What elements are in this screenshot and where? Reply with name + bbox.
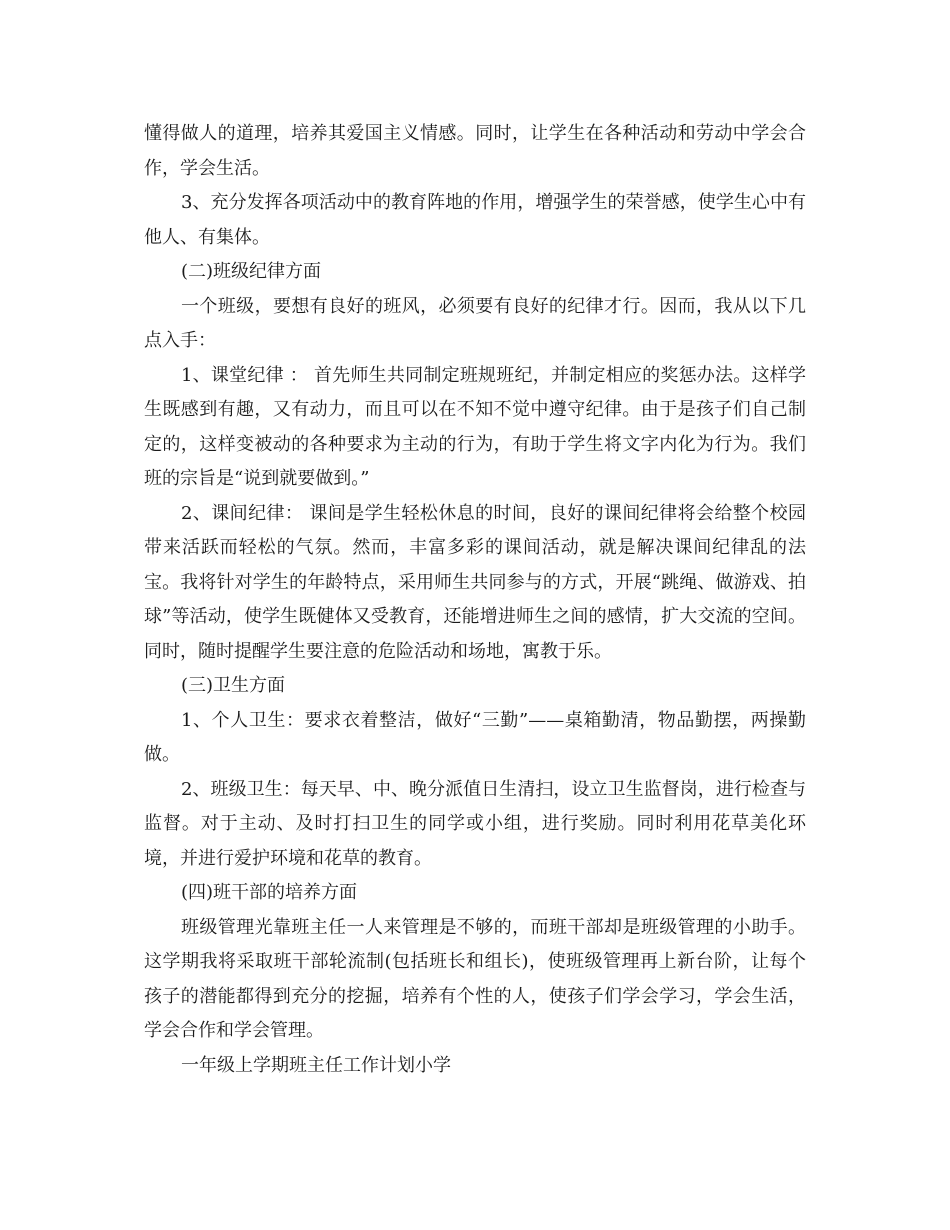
document-body <box>144 117 806 1083</box>
paragraph: 一年级上学期班主任工作计划小学 <box>181 1054 451 1076</box>
paragraph: 班级管理光靠班主任一人来管理是不够的，而班干部却是班级管理的小助手。这学期我将采取班干部轮流制(包括班长和组长)，使班级管理再上新台阶，让每个孩子的潜能都得到充分的挖掘，培养有个性的人，使孩子们学会学习，学会生活，学会合作和学会管理。 <box>144 916 806 1041</box>
section-heading: (四)班干部的培养方面 <box>181 882 358 903</box>
paragraph: 1、课堂纪律 ： 首先师生共同制定班规班纪，并制定相应的奖惩办法。这样学生既感到有趣，又有动力，而且可以在不知不觉中遵守纪律。由于是孩子们自己制定的，这样变被动的各种要求为主动的行为，有助于学生将文字内化为行为。我们班的宗旨是“说到就要做到。” <box>144 364 806 489</box>
section-heading: (二)班级纪律方面 <box>181 261 322 282</box>
section-heading: (三)卫生方面 <box>181 675 286 696</box>
paragraph: 1、个人卫生：要求衣着整洁，做好“三勤”——桌箱勤清，物品勤摆，两操勤做。 <box>144 709 806 765</box>
paragraph: 2、班级卫生：每天早、中、晚分派值日生清扫，设立卫生监督岗，进行检查与监督。对于主动、及时打扫卫生的同学或小组，进行奖励。同时利用花草美化环境，并进行爱护环境和花草的教育。 <box>144 778 806 869</box>
paragraph: 一个班级，要想有良好的班风，必须要有良好的纪律才行。因而，我从以下几点入手： <box>144 295 806 351</box>
paragraph: 3、充分发挥各项活动中的教育阵地的作用，增强学生的荣誉感，使学生心中有他人、有集体。 <box>144 192 806 248</box>
paragraph: 懂得做人的道理，培养其爱国主义情感。同时，让学生在各种活动和劳动中学会合作，学会生活。 <box>144 123 806 179</box>
paragraph: 2、课间纪律： 课间是学生轻松休息的时间，良好的课间纪律将会给整个校园带来活跃而轻松的气氛。然而，丰富多彩的课间活动，就是解决课间纪律乱的法宝。我将针对学生的年龄特点，采用师生共同参与的方式，开展“跳绳、做游戏、拍球”等活动，使学生既健体又受教育，还能增进师生之间的感情，扩大交流的空间。同时，随时提醒学生要注意的危险活动和场地，寓教于乐。 <box>144 502 806 662</box>
